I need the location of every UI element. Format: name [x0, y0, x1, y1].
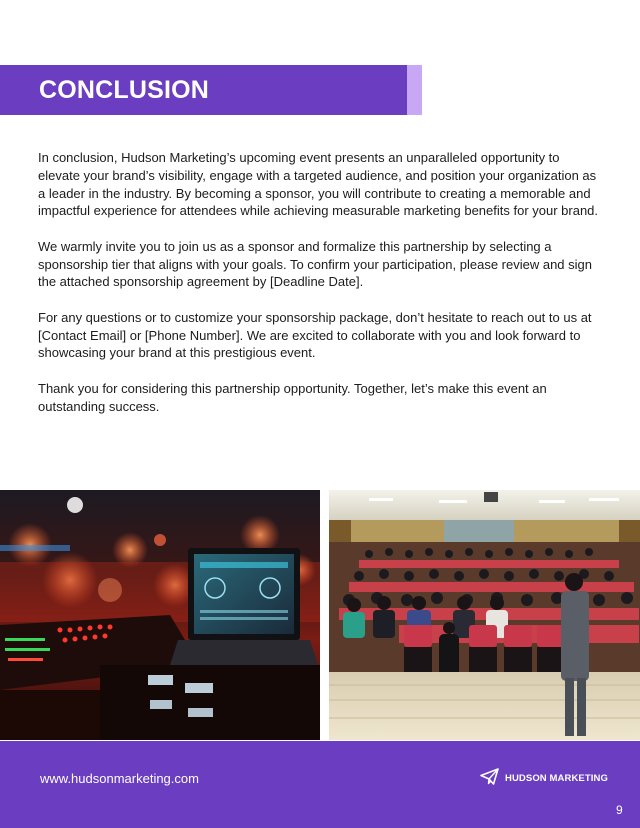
- footer-website-link[interactable]: www.hudsonmarketing.com: [40, 771, 199, 786]
- paragraph-4: Thank you for considering this partnership opportunity. Together, let’s make this event an outstanding success.: [38, 380, 547, 414]
- conclusion-body: [38, 149, 604, 433]
- footer-brand: [480, 768, 608, 788]
- title-accent-stripe: [407, 65, 422, 115]
- brand-name: HUDSON MARKETING: [505, 772, 608, 784]
- paper-plane-icon: [480, 768, 499, 788]
- paragraph-3: For any questions or to customize your sponsorship package, don’t hesitate to reach out to us at [Contact Email] or [Phone Number]. We are excited to collaborate with you and look forward to showcasing your brand at this prestigious event.: [38, 309, 592, 361]
- paragraph-2: We warmly invite you to join us as a sponsor and formalize this partnership by selecting a sponsorship tier that aligns with your goals. To confirm your participation, please review and sign the attached sponsorship agreement by [Deadline Date].: [38, 238, 592, 290]
- page-title: CONCLUSION: [39, 76, 210, 104]
- dj-laptop-photo: [0, 490, 320, 740]
- conference-audience-photo: [329, 490, 640, 740]
- page-number: 9: [616, 803, 623, 817]
- paragraph-1: In conclusion, Hudson Marketing’s upcoming event presents an unparalleled opportunity to elevate your brand’s visibility, engage with a targeted audience, and position your organization as a leader in the industry. By becoming a sponsor, you will contribute to creating a memorable and impactful experience for attendees while achieving measurable marketing benefits for your brand.: [38, 150, 599, 219]
